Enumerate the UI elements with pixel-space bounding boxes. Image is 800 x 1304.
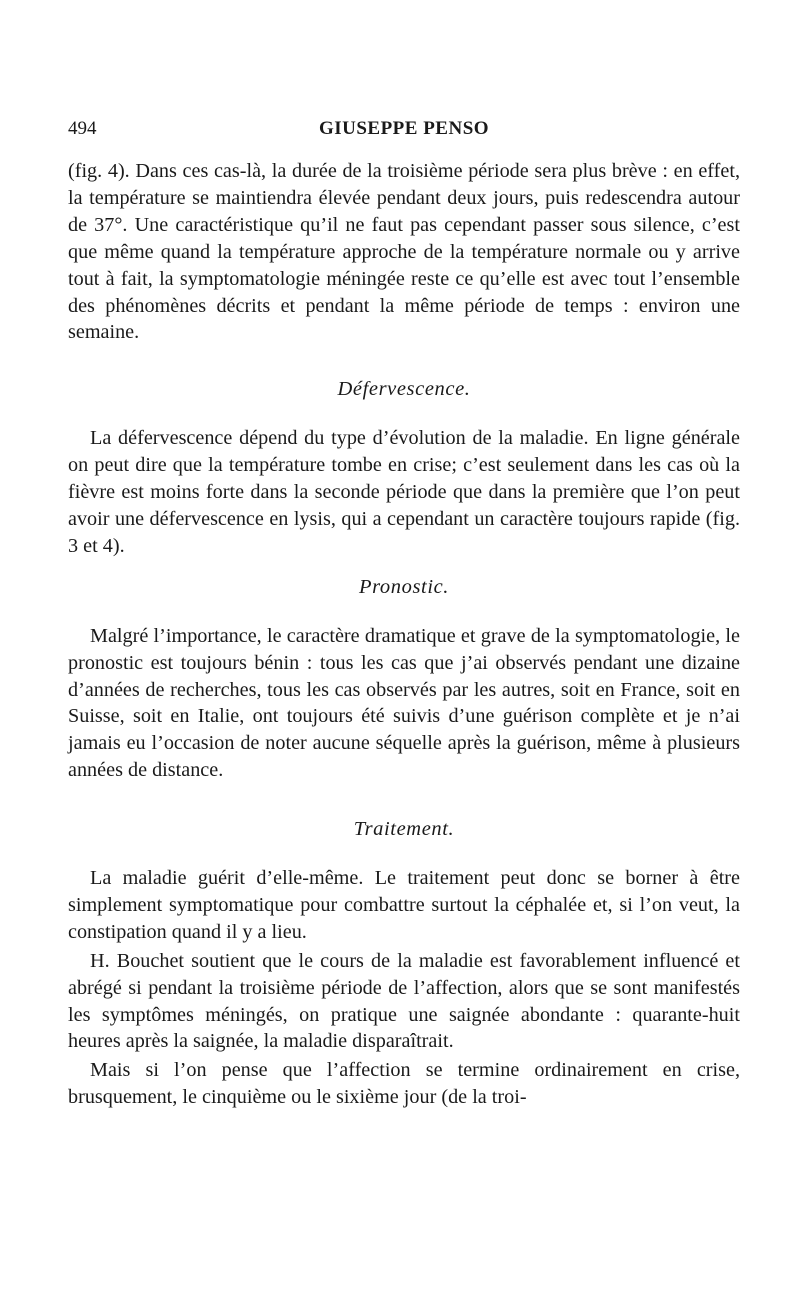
paragraph-traitement-3: Mais si l’on pense que l’affection se termine ordinairement en crise, brusquement, le cinquième ou le sixième jour (de la troi-: [68, 1059, 740, 1109]
section-heading-pronostic: Pronostic.: [358, 575, 450, 598]
paragraph-traitement-1: La maladie guérit d’elle-même. Le traitement peut donc se borner à être simplement symptomatique pour combattre surtout la céphalée et, si l’on veut, la constipation quand il y a lieu.: [68, 867, 740, 943]
paragraph-pronostic: Malgré l’importance, le caractère dramatique et grave de la symptomatologie, le pronostic est toujours bénin : tous les cas que j’ai observés pendant une dizaine d’années de recherches, tous les cas observés par les autres, soit en France, soit en Suisse, soit en Italie, ont toujours été suivis d’une guérison complète et je n’ai jamais eu l’occasion de noter aucune séquelle après la guérison, même à plusieurs années de distance.: [68, 624, 740, 782]
running-head-author: GIUSEPPE PENSO: [318, 118, 490, 139]
book-page: [68, 118, 740, 1111]
paragraph-continuation: (fig. 4). Dans ces cas-là, la durée de la troisième période sera plus brève : en effet, la température se maintiendra élevée pendant deux jours, puis redescendra autour de 37°. Une caractéristique qu’il ne faut pas cependant passer sous silence, c’est que même quand la température approche de la température normale ou y arrive tout à fait, la symptomatologie méningée reste ce qu’elle est avec tout l’ensemble des phénomènes décrits et pendant la même période de temps : environ une semaine.: [68, 160, 740, 344]
section-heading-traitement: Traitement.: [353, 818, 455, 841]
page-number: 494: [68, 118, 97, 139]
paragraph-traitement-2: H. Bouchet soutient que le cours de la maladie est favorablement influencé et abrégé si pendant la troisième période de l’affection, alors que se sont manifestés les symptômes méningés, on pratique une saignée abondante : quarante-huit heures après la saignée, la maladie disparaîtrait.: [68, 949, 740, 1053]
section-heading-defervescence: Défervescence.: [337, 378, 471, 401]
body-text: [68, 158, 740, 1111]
running-head: [68, 118, 740, 146]
paragraph-defervescence: La défervescence dépend du type d’évolution de la maladie. En ligne générale on peut dire que la température tombe en crise; c’est seulement dans les cas où la fièvre est moins forte dans la seconde période que dans la première que l’on peut avoir une défervescence en lysis, qui a cependant un caractère toujours rapide (fig. 3 et 4).: [68, 427, 740, 557]
